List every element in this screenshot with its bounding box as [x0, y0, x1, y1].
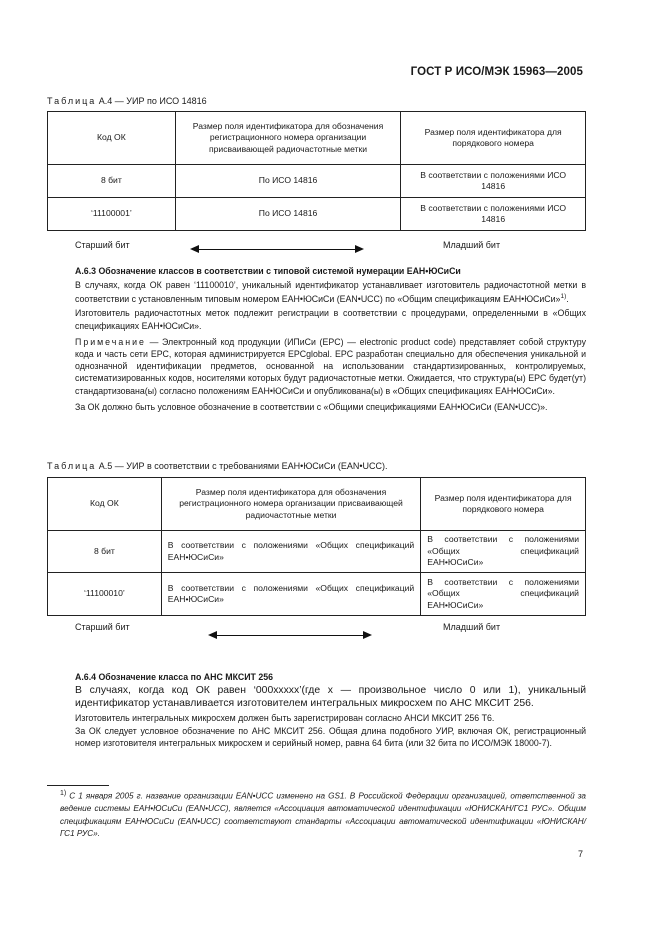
table-a5 [47, 477, 586, 616]
section-a64-title: А.6.4 Обозначение класса по АНС МКСИТ 256 [75, 672, 274, 682]
note-text: — Электронный код продукции (ИПиСи (EPC) — electronic product code) представляет собой структуру кода и часть сети EPC, которая администрируется EPCglobal. EPC разработан специально для обеспечения уникальной и однозначной идентификации предметов, основанной на использовании стандартизированных, контролируемых, систематизированных кодов, носителями которых будут радиочастотные метки. Ожидается, что структура(ы) EPC будет(ут) стандартизована(ы) согласно положениям ЕАН•ЮСиСи и опубликована(ы) в «Общих спецификациях ЕАН•ЮСиСи». [75, 336, 586, 396]
table-row [48, 531, 586, 573]
table-a4-cell: ‘11100001’ [48, 198, 176, 231]
table-row [48, 112, 586, 165]
section-a63-paragraph: За ОК должно быть условное обозначение в соответствии с «Общими спецификациями ЕАН•ЮСиСи (EAN•UCC)». [75, 401, 548, 412]
section-a64-paragraph: За ОК следует условное обозначение по АНС МКСИТ 256. Общая длина подобного УИР, включая ОК, регистрационный номер изготовителя интегральных микросхем и серийный номер, равна 64 бита (или 32 бита по ИСО/МЭК 18000-7). [75, 726, 586, 749]
table-a5-caption-text: А.5 — УИР в соответствии с требованиями ЕАН•ЮСиСи (EAN•UCC). [96, 461, 388, 471]
table-a4-caption-text: А.4 — УИР по ИСО 14816 [96, 96, 207, 106]
footnote-separator [47, 785, 109, 786]
paragraph-text: . [566, 294, 569, 305]
double-arrow-icon [190, 245, 364, 254]
footnote-mark: 1) [60, 790, 67, 797]
section-a64-paragraph: В случаях, когда код ОК равен ‘000xxxxx’(где x — произвольное число 0 или 1), уникальный идентификатор устанавливается изготовителем интегральных микросхем по АНС МКСИТ 256. [75, 685, 586, 709]
table-a5-caption [47, 461, 388, 471]
table-a5-cell: В соответствии с положениями «Общих спецификаций ЕАН•ЮСиСи» [421, 573, 586, 616]
table-a4-caption [47, 96, 207, 106]
table-a4-cell: По ИСО 14816 [175, 198, 401, 231]
section-a64-paragraph: Изготовитель интегральных микросхем должен быть зарегистрирован согласно АНСИ МКСИТ 256 Т6. [75, 713, 495, 723]
footnote [60, 788, 586, 840]
table-row [48, 198, 586, 231]
arrow-shaft [196, 249, 358, 250]
page-number: 7 [577, 849, 583, 859]
paragraph-text: В случаях, когда ОК равен ‘11100010’, уникальный идентификатор устанавливает изготовитель радиочастотной метки в соответствии с установленным типовым номером ЕАН•ЮСиСи (EAN•UCC) по «Общим спецификациям ЕАН•ЮСиСи» [75, 280, 586, 305]
table-a4-cell: В соответствии с положениями ИСО 14816 [401, 198, 586, 231]
table-a5-caption-label: Таблица [47, 461, 97, 471]
table-a4-cell: По ИСО 14816 [175, 165, 401, 198]
table-a4-header-col3: Размер поля идентификатора для порядкового номера [401, 112, 586, 165]
table-a5-cell: В соответствии с положениями «Общих спецификаций ЕАН•ЮСиСи» [421, 531, 586, 573]
lsb-label: Младший бит [443, 622, 501, 632]
footnote-paragraph [60, 788, 586, 840]
section-a63-body [75, 279, 586, 413]
note-label: Примечание [75, 336, 146, 347]
arrow-head-right-icon [363, 631, 372, 639]
table-a4 [47, 111, 586, 231]
section-a63-paragraph [75, 279, 586, 305]
lsb-label: Младший бит [443, 240, 501, 250]
arrow-head-right-icon [355, 245, 364, 253]
table-a4-header-col2: Размер поля идентификатора для обозначения регистрационного номера организации присваивающей радиочастотные метки [175, 112, 401, 165]
table-a4-header-col1: Код ОК [48, 112, 176, 165]
table-row [48, 165, 586, 198]
table-a5-header-col3: Размер поля идентификатора для порядкового номера [421, 478, 586, 531]
msb-label: Старший бит [75, 240, 130, 250]
msb-label: Старший бит [75, 622, 130, 632]
document-header: ГОСТ Р ИСО/МЭК 15963—2005 [410, 66, 583, 78]
double-arrow-icon [208, 631, 372, 640]
table-a5-cell: 8 бит [48, 531, 162, 573]
section-a63-title: А.6.3 Обозначение классов в соответствии с типовой системой нумерации ЕАН•ЮСиСи [75, 266, 461, 276]
table-a4-cell: 8 бит [48, 165, 176, 198]
section-a63-note [75, 336, 586, 397]
table-a5-header-col2: Размер поля идентификатора для обозначения регистрационного номера организации присваивающей радиочастотные метки [161, 478, 420, 531]
table-a5-cell: ‘11100010’ [48, 573, 162, 616]
table-a5-cell: В соответствии с положениями «Общих спецификаций ЕАН•ЮСиСи» [161, 573, 420, 616]
table-row [48, 478, 586, 531]
table-a4-cell: В соответствии с положениями ИСО 14816 [401, 165, 586, 198]
section-a63-paragraph: Изготовитель радиочастотных меток подлежит регистрации в соответствии с процедурами, определенными в «Общих спецификациях ЕАН•ЮСиСи». [75, 308, 586, 331]
footnote-text: С 1 января 2005 г. название организации EAN•UCC изменено на GS1. В Российской Федерации организацией, ответственной за ведение системы ЕАН•ЮСиСи (EAN•UCC), является «Ассоциация автоматической идентификации «ЮНИСКАН/ГС1 РУС». Общим спецификациям ЕАН•ЮСиСи (EAN•UCC) соответствуют стандарты «Ассоциации автоматической идентификации «ЮНИСКАН/ГС1 РУС». [60, 791, 586, 838]
table-a5-header-col1: Код ОК [48, 478, 162, 531]
arrow-shaft [214, 635, 366, 636]
table-row [48, 573, 586, 616]
section-a64-body [75, 684, 586, 750]
footnote-ref: 1) [560, 293, 567, 301]
table-a5-cell: В соответствии с положениями «Общих спецификаций ЕАН•ЮСиСи» [161, 531, 420, 573]
table-a4-caption-label: Таблица [47, 96, 97, 106]
